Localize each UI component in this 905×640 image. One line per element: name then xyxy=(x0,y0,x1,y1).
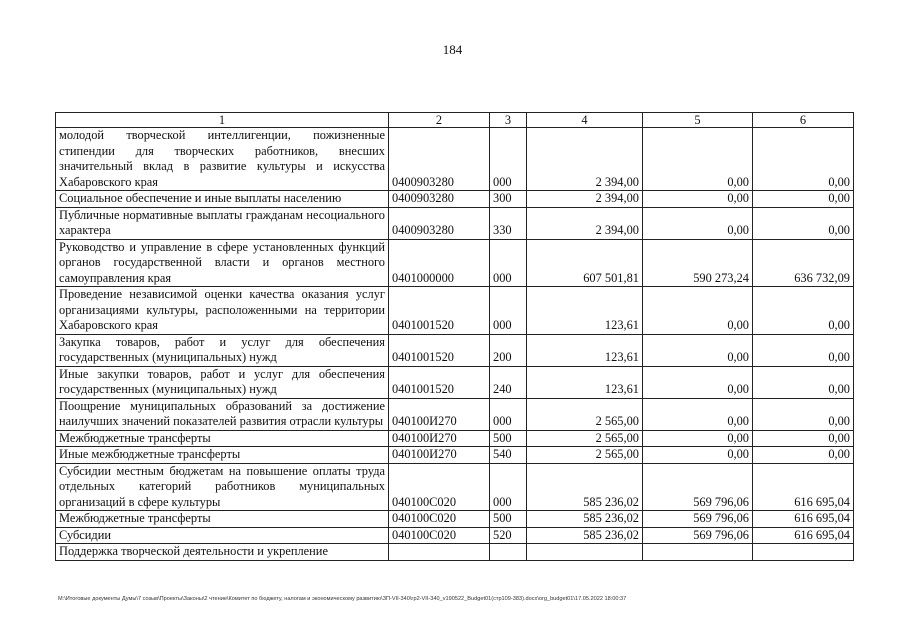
row-code: 0401000000 xyxy=(389,239,490,287)
row-code xyxy=(389,544,490,561)
table-row xyxy=(56,128,854,191)
budget-table xyxy=(55,112,854,561)
table-row xyxy=(56,191,854,208)
table-row xyxy=(56,239,854,287)
column-header: 1 xyxy=(56,113,389,128)
row-value-3: 616 695,04 xyxy=(753,527,854,544)
row-value-3: 0,00 xyxy=(753,207,854,239)
row-expense-type: 330 xyxy=(490,207,527,239)
row-value-2: 569 796,06 xyxy=(643,511,753,528)
row-value-2: 0,00 xyxy=(643,128,753,191)
row-value-3: 0,00 xyxy=(753,366,854,398)
row-value-3 xyxy=(753,544,854,561)
row-value-1: 585 236,02 xyxy=(527,463,643,511)
row-value-2: 0,00 xyxy=(643,398,753,430)
row-code: 0401001520 xyxy=(389,334,490,366)
row-code: 0400903280 xyxy=(389,191,490,208)
table-row xyxy=(56,287,854,335)
row-expense-type: 000 xyxy=(490,398,527,430)
row-value-1: 2 565,00 xyxy=(527,447,643,464)
row-name: Иные межбюджетные трансферты xyxy=(56,447,389,464)
row-code: 040100С020 xyxy=(389,463,490,511)
row-value-1: 2 565,00 xyxy=(527,398,643,430)
row-code: 040100И270 xyxy=(389,398,490,430)
row-value-2: 0,00 xyxy=(643,334,753,366)
row-name: Закупка товаров, работ и услуг для обеспечения государственных (муниципальных) нужд xyxy=(56,334,389,366)
column-header: 2 xyxy=(389,113,490,128)
table-row xyxy=(56,544,854,561)
row-value-1: 123,61 xyxy=(527,366,643,398)
row-expense-type: 500 xyxy=(490,511,527,528)
row-name: Проведение независимой оценки качества оказания услуг организациями культуры, расположенными на территории Хабаровского края xyxy=(56,287,389,335)
row-value-3: 636 732,09 xyxy=(753,239,854,287)
row-value-2: 0,00 xyxy=(643,447,753,464)
row-expense-type: 240 xyxy=(490,366,527,398)
row-value-3: 0,00 xyxy=(753,191,854,208)
row-name: Поддержка творческой деятельности и укрепление xyxy=(56,544,389,561)
table-row xyxy=(56,430,854,447)
row-value-1: 123,61 xyxy=(527,334,643,366)
row-code: 040100С020 xyxy=(389,527,490,544)
row-expense-type: 540 xyxy=(490,447,527,464)
row-value-3: 0,00 xyxy=(753,447,854,464)
row-value-1: 2 565,00 xyxy=(527,430,643,447)
row-value-3: 0,00 xyxy=(753,430,854,447)
table-row xyxy=(56,511,854,528)
row-value-2: 0,00 xyxy=(643,191,753,208)
row-expense-type: 520 xyxy=(490,527,527,544)
table-row xyxy=(56,447,854,464)
row-code: 040100И270 xyxy=(389,447,490,464)
row-code: 040100И270 xyxy=(389,430,490,447)
row-expense-type: 500 xyxy=(490,430,527,447)
row-value-3: 0,00 xyxy=(753,287,854,335)
row-code: 0400903280 xyxy=(389,128,490,191)
row-name: Социальное обеспечение и иные выплаты населению xyxy=(56,191,389,208)
table-row xyxy=(56,463,854,511)
row-expense-type: 200 xyxy=(490,334,527,366)
row-expense-type: 000 xyxy=(490,239,527,287)
row-name: Субсидии xyxy=(56,527,389,544)
row-value-2: 569 796,06 xyxy=(643,527,753,544)
row-name: Публичные нормативные выплаты гражданам несоциального характера xyxy=(56,207,389,239)
table-row xyxy=(56,207,854,239)
row-code: 0401001520 xyxy=(389,366,490,398)
row-value-2: 0,00 xyxy=(643,287,753,335)
page-number: 184 xyxy=(442,42,463,57)
row-value-3: 616 695,04 xyxy=(753,463,854,511)
row-value-3: 616 695,04 xyxy=(753,511,854,528)
row-expense-type: 000 xyxy=(490,128,527,191)
row-value-1: 2 394,00 xyxy=(527,191,643,208)
row-name: Субсидии местным бюджетам на повышение оплаты труда отдельных категорий работников муниципальных организаций в сфере культуры xyxy=(56,463,389,511)
column-header: 4 xyxy=(527,113,643,128)
row-value-2: 0,00 xyxy=(643,430,753,447)
row-expense-type: 000 xyxy=(490,463,527,511)
row-value-1: 2 394,00 xyxy=(527,207,643,239)
row-expense-type xyxy=(490,544,527,561)
row-value-3: 0,00 xyxy=(753,398,854,430)
row-name: Поощрение муниципальных образований за достижение наилучших значений показателей развития отрасли культуры xyxy=(56,398,389,430)
row-name: Межбюджетные трансферты xyxy=(56,511,389,528)
document-path-footer: M:\Итоговые документы Думы\7 созыв\Проекты\Законы\2 чтение\Комитет по бюджету, налогам и экономическому развитию\ЗП-VII-340\гр2-VII-340_v190522_Budget01(стр109-383).docx\org_budget01\17.05.2022 18:00:37 xyxy=(58,596,627,602)
row-value-1: 607 501,81 xyxy=(527,239,643,287)
row-name: Межбюджетные трансферты xyxy=(56,430,389,447)
row-value-3: 0,00 xyxy=(753,334,854,366)
row-value-3: 0,00 xyxy=(753,128,854,191)
row-code: 0401001520 xyxy=(389,287,490,335)
table-row xyxy=(56,366,854,398)
row-code: 040100С020 xyxy=(389,511,490,528)
row-expense-type: 000 xyxy=(490,287,527,335)
column-header: 6 xyxy=(753,113,854,128)
row-value-1: 2 394,00 xyxy=(527,128,643,191)
column-header: 5 xyxy=(643,113,753,128)
row-expense-type: 300 xyxy=(490,191,527,208)
row-value-2 xyxy=(643,544,753,561)
row-code: 0400903280 xyxy=(389,207,490,239)
row-value-2: 590 273,24 xyxy=(643,239,753,287)
table-row xyxy=(56,527,854,544)
column-header: 3 xyxy=(490,113,527,128)
row-value-1: 123,61 xyxy=(527,287,643,335)
row-value-1: 585 236,02 xyxy=(527,527,643,544)
row-value-1 xyxy=(527,544,643,561)
table-row xyxy=(56,334,854,366)
row-name: Иные закупки товаров, работ и услуг для обеспечения государственных (муниципальных) нужд xyxy=(56,366,389,398)
row-value-1: 585 236,02 xyxy=(527,511,643,528)
table-row xyxy=(56,398,854,430)
row-value-2: 0,00 xyxy=(643,366,753,398)
row-name: Руководство и управление в сфере установленных функций органов государственной власти и органов местного самоуправления края xyxy=(56,239,389,287)
row-value-2: 569 796,06 xyxy=(643,463,753,511)
table-header-row xyxy=(56,113,854,128)
row-value-2: 0,00 xyxy=(643,207,753,239)
row-name: молодой творческой интеллигенции, пожизненные стипендии для творческих работников, внесших значительный вклад в развитие культуры и искусства Хабаровского края xyxy=(56,128,389,191)
